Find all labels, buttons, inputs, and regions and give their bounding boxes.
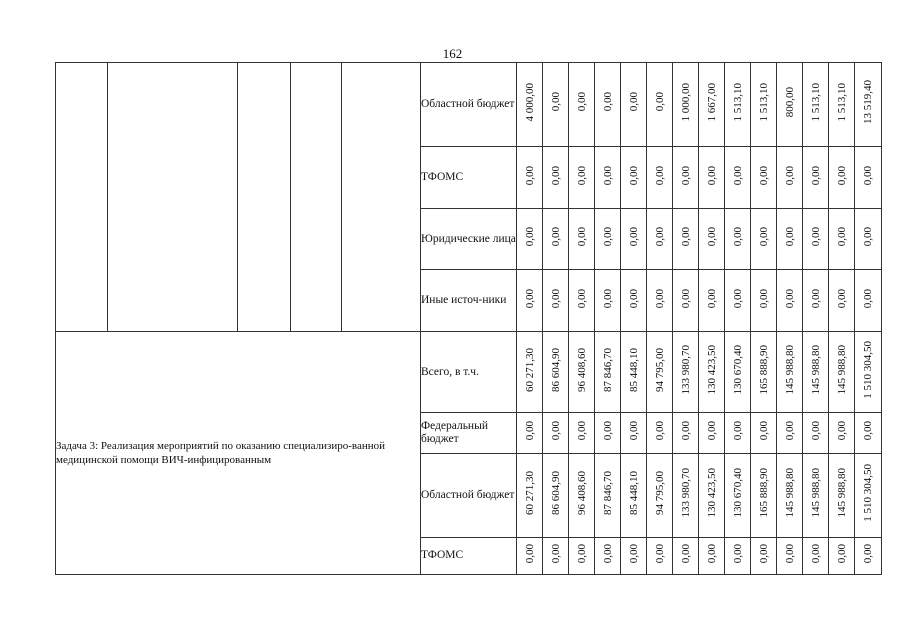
value-cell bbox=[751, 453, 777, 537]
value-text: 0,00 bbox=[523, 288, 536, 309]
value-text: 0,00 bbox=[705, 288, 718, 309]
value-text: 0,00 bbox=[627, 165, 640, 185]
value-cell bbox=[777, 332, 803, 412]
value-cell bbox=[751, 147, 777, 209]
value-text: 0,00 bbox=[679, 165, 692, 185]
value-cell bbox=[543, 537, 569, 574]
value-cell bbox=[543, 332, 569, 412]
value-cell bbox=[751, 332, 777, 412]
funding-source-label: Юридические лица bbox=[421, 209, 517, 270]
value-text: 0,00 bbox=[862, 543, 874, 564]
value-text: 0,00 bbox=[757, 288, 770, 309]
value-cell bbox=[829, 537, 855, 574]
value-cell bbox=[595, 332, 621, 412]
value-cell bbox=[803, 453, 829, 537]
value-cell bbox=[803, 209, 829, 270]
value-cell bbox=[855, 63, 882, 147]
value-text: 86 604,90 bbox=[549, 347, 562, 392]
value-cell bbox=[777, 270, 803, 332]
funding-source-label: Областной бюджет bbox=[421, 63, 517, 147]
value-text: 0,00 bbox=[627, 92, 640, 112]
value-text: 145 988,80 bbox=[809, 344, 822, 395]
value-text: 0,00 bbox=[835, 227, 848, 247]
value-cell bbox=[699, 270, 725, 332]
value-text: 0,00 bbox=[627, 288, 640, 309]
value-text: 60 271,30 bbox=[523, 470, 536, 515]
value-text: 1 000,00 bbox=[679, 82, 692, 122]
value-cell bbox=[517, 270, 543, 332]
value-text: 0,00 bbox=[757, 165, 770, 185]
value-cell bbox=[569, 147, 595, 209]
value-text: 1 513,10 bbox=[757, 82, 770, 122]
value-text: 0,00 bbox=[731, 165, 744, 185]
value-cell bbox=[725, 453, 751, 537]
funding-source-label: Областной бюджет bbox=[421, 453, 517, 537]
value-cell bbox=[621, 147, 647, 209]
value-cell bbox=[699, 63, 725, 147]
value-text: 1 513,10 bbox=[731, 82, 744, 122]
value-cell bbox=[569, 537, 595, 574]
value-cell bbox=[855, 453, 882, 537]
value-text: 0,00 bbox=[679, 288, 692, 309]
value-text: 165 888,90 bbox=[757, 344, 770, 395]
value-text: 0,00 bbox=[835, 543, 848, 564]
value-cell bbox=[777, 537, 803, 574]
value-text: 87 846,70 bbox=[601, 470, 614, 515]
value-cell bbox=[517, 537, 543, 574]
value-cell bbox=[699, 412, 725, 453]
value-cell bbox=[543, 412, 569, 453]
value-cell bbox=[647, 537, 673, 574]
value-cell bbox=[595, 270, 621, 332]
value-text: 130 670,40 bbox=[731, 468, 744, 518]
value-text: 0,00 bbox=[601, 288, 614, 309]
value-text: 0,00 bbox=[783, 288, 796, 309]
value-text: 0,00 bbox=[757, 543, 770, 564]
value-text: 0,00 bbox=[679, 420, 692, 440]
value-cell bbox=[517, 412, 543, 453]
value-text: 0,00 bbox=[653, 288, 666, 309]
value-text: 145 988,80 bbox=[809, 468, 822, 518]
value-text: 86 604,90 bbox=[549, 470, 562, 515]
value-text: 0,00 bbox=[523, 543, 536, 564]
value-text: 0,00 bbox=[575, 288, 588, 309]
value-text: 0,00 bbox=[627, 543, 640, 564]
value-cell bbox=[777, 147, 803, 209]
value-text: 0,00 bbox=[705, 165, 718, 185]
value-text: 133 980,70 bbox=[679, 468, 692, 518]
value-text: 165 888,90 bbox=[757, 468, 770, 518]
table-row bbox=[56, 332, 882, 412]
value-text: 1 513,10 bbox=[809, 82, 822, 122]
value-text: 0,00 bbox=[809, 420, 822, 440]
value-cell bbox=[543, 63, 569, 147]
value-text: 0,00 bbox=[731, 288, 744, 309]
value-cell bbox=[647, 147, 673, 209]
value-cell bbox=[751, 537, 777, 574]
value-cell bbox=[543, 453, 569, 537]
value-cell bbox=[543, 209, 569, 270]
value-cell bbox=[803, 412, 829, 453]
value-cell bbox=[621, 63, 647, 147]
value-cell bbox=[569, 453, 595, 537]
value-text: 130 670,40 bbox=[731, 344, 744, 395]
value-cell bbox=[803, 332, 829, 412]
value-text: 0,00 bbox=[653, 165, 666, 185]
value-text: 0,00 bbox=[653, 420, 666, 440]
value-cell bbox=[673, 270, 699, 332]
value-text: 0,00 bbox=[549, 227, 562, 247]
value-cell bbox=[673, 537, 699, 574]
value-cell bbox=[621, 270, 647, 332]
value-text: 0,00 bbox=[862, 288, 874, 309]
value-text: 0,00 bbox=[575, 92, 588, 112]
page-number: 162 bbox=[442, 46, 463, 61]
value-cell bbox=[543, 147, 569, 209]
value-text: 145 988,80 bbox=[783, 344, 796, 395]
table-row bbox=[56, 63, 882, 147]
value-cell bbox=[595, 537, 621, 574]
budget-table bbox=[55, 62, 882, 575]
value-cell bbox=[725, 147, 751, 209]
value-text: 0,00 bbox=[653, 227, 666, 247]
value-text: 0,00 bbox=[549, 288, 562, 309]
value-text: 0,00 bbox=[809, 543, 822, 564]
value-text: 94 795,00 bbox=[653, 347, 666, 392]
value-cell bbox=[855, 270, 882, 332]
value-text: 0,00 bbox=[862, 227, 874, 247]
value-cell bbox=[543, 270, 569, 332]
empty-cell bbox=[56, 63, 108, 332]
value-text: 0,00 bbox=[679, 227, 692, 247]
value-cell bbox=[673, 147, 699, 209]
value-cell bbox=[595, 147, 621, 209]
task-description: Задача 3: Реализация мероприятий по оказанию специализиро-ванной медицинской помощи ВИЧ-инфицированным bbox=[56, 332, 421, 575]
value-cell bbox=[569, 209, 595, 270]
value-cell bbox=[725, 270, 751, 332]
value-cell bbox=[699, 453, 725, 537]
value-cell bbox=[777, 453, 803, 537]
value-cell bbox=[829, 332, 855, 412]
value-cell bbox=[829, 209, 855, 270]
value-text: 130 423,50 bbox=[705, 468, 718, 518]
value-cell bbox=[855, 332, 882, 412]
value-cell bbox=[829, 412, 855, 453]
value-cell bbox=[725, 412, 751, 453]
value-text: 0,00 bbox=[523, 420, 536, 440]
value-cell bbox=[725, 537, 751, 574]
value-text: 96 408,60 bbox=[575, 347, 588, 392]
value-cell bbox=[595, 453, 621, 537]
value-cell bbox=[517, 453, 543, 537]
value-cell bbox=[725, 332, 751, 412]
funding-source-label: Федеральный бюджет bbox=[421, 412, 517, 453]
value-text: 4 000,00 bbox=[523, 82, 536, 122]
value-text: 0,00 bbox=[601, 227, 614, 247]
value-cell bbox=[725, 63, 751, 147]
value-cell bbox=[699, 537, 725, 574]
empty-cell bbox=[108, 63, 238, 332]
value-cell bbox=[673, 412, 699, 453]
value-cell bbox=[777, 209, 803, 270]
funding-source-label: Иные источ-ники bbox=[421, 270, 517, 332]
value-cell bbox=[647, 332, 673, 412]
value-cell bbox=[621, 453, 647, 537]
value-text: 0,00 bbox=[835, 165, 848, 185]
value-cell bbox=[621, 332, 647, 412]
value-cell bbox=[621, 412, 647, 453]
value-text: 0,00 bbox=[523, 227, 536, 247]
value-cell bbox=[647, 209, 673, 270]
value-text: 0,00 bbox=[549, 420, 562, 440]
value-text: 0,00 bbox=[575, 543, 588, 564]
value-text: 0,00 bbox=[523, 165, 536, 185]
value-cell bbox=[803, 537, 829, 574]
value-text: 0,00 bbox=[731, 420, 744, 440]
value-text: 0,00 bbox=[549, 543, 562, 564]
value-text: 145 988,80 bbox=[835, 468, 848, 518]
value-text: 0,00 bbox=[601, 543, 614, 564]
value-cell bbox=[647, 270, 673, 332]
value-text: 145 988,80 bbox=[835, 344, 848, 395]
value-cell bbox=[855, 209, 882, 270]
value-text: 0,00 bbox=[601, 420, 614, 440]
value-cell bbox=[569, 63, 595, 147]
value-cell bbox=[569, 332, 595, 412]
value-text: 0,00 bbox=[731, 227, 744, 247]
value-text: 0,00 bbox=[809, 165, 822, 185]
value-cell bbox=[595, 63, 621, 147]
value-text: 0,00 bbox=[653, 92, 666, 112]
value-cell bbox=[699, 147, 725, 209]
value-cell bbox=[829, 147, 855, 209]
value-cell bbox=[517, 332, 543, 412]
value-text: 0,00 bbox=[627, 420, 640, 440]
empty-cell bbox=[238, 63, 291, 332]
value-cell bbox=[647, 453, 673, 537]
value-text: 800,00 bbox=[783, 86, 796, 118]
value-text: 0,00 bbox=[575, 420, 588, 440]
value-text: 0,00 bbox=[757, 227, 770, 247]
value-text: 0,00 bbox=[809, 227, 822, 247]
value-text: 0,00 bbox=[601, 92, 614, 112]
value-text: 1 667,00 bbox=[705, 82, 718, 122]
value-text: 0,00 bbox=[549, 92, 562, 112]
value-cell bbox=[803, 270, 829, 332]
value-text: 60 271,30 bbox=[523, 347, 536, 392]
funding-source-label: ТФОМС bbox=[421, 537, 517, 574]
value-cell bbox=[751, 63, 777, 147]
value-cell bbox=[621, 537, 647, 574]
value-text: 85 448,10 bbox=[627, 470, 640, 515]
value-cell bbox=[595, 412, 621, 453]
funding-source-label: Всего, в т.ч. bbox=[421, 332, 517, 412]
value-text: 0,00 bbox=[601, 165, 614, 185]
value-cell bbox=[803, 63, 829, 147]
value-text: 0,00 bbox=[757, 420, 770, 440]
value-text: 0,00 bbox=[705, 227, 718, 247]
value-text: 0,00 bbox=[653, 543, 666, 564]
value-cell bbox=[647, 63, 673, 147]
value-text: 145 988,80 bbox=[783, 468, 796, 518]
value-text: 0,00 bbox=[575, 227, 588, 247]
value-cell bbox=[517, 63, 543, 147]
value-text: 0,00 bbox=[627, 227, 640, 247]
value-cell bbox=[855, 412, 882, 453]
value-cell bbox=[595, 209, 621, 270]
value-text: 13 519,40 bbox=[862, 80, 874, 125]
value-cell bbox=[855, 537, 882, 574]
value-cell bbox=[751, 209, 777, 270]
value-cell bbox=[673, 332, 699, 412]
value-text: 1 513,10 bbox=[835, 82, 848, 122]
value-text: 0,00 bbox=[809, 288, 822, 309]
value-cell bbox=[673, 209, 699, 270]
value-text: 85 448,10 bbox=[627, 347, 640, 392]
value-cell bbox=[829, 63, 855, 147]
value-text: 94 795,00 bbox=[653, 470, 666, 515]
value-text: 87 846,70 bbox=[601, 347, 614, 392]
value-text: 0,00 bbox=[783, 543, 796, 564]
value-cell bbox=[725, 209, 751, 270]
value-text: 0,00 bbox=[705, 543, 718, 564]
value-cell bbox=[699, 209, 725, 270]
value-text: 130 423,50 bbox=[705, 344, 718, 395]
value-cell bbox=[803, 147, 829, 209]
value-text: 133 980,70 bbox=[679, 344, 692, 395]
value-cell bbox=[829, 270, 855, 332]
empty-cell bbox=[342, 63, 421, 332]
value-text: 96 408,60 bbox=[575, 470, 588, 515]
value-cell bbox=[855, 147, 882, 209]
value-text: 0,00 bbox=[835, 288, 848, 309]
value-cell bbox=[621, 209, 647, 270]
value-text: 0,00 bbox=[575, 165, 588, 185]
value-text: 0,00 bbox=[783, 165, 796, 185]
value-cell bbox=[673, 63, 699, 147]
value-text: 0,00 bbox=[549, 165, 562, 185]
value-cell bbox=[699, 332, 725, 412]
funding-source-label: ТФОМС bbox=[421, 147, 517, 209]
value-cell bbox=[751, 270, 777, 332]
value-text: 0,00 bbox=[783, 227, 796, 247]
value-cell bbox=[647, 412, 673, 453]
value-text: 0,00 bbox=[835, 420, 848, 440]
value-text: 1 510 304,50 bbox=[862, 340, 874, 399]
value-cell bbox=[829, 453, 855, 537]
value-text: 0,00 bbox=[731, 543, 744, 564]
value-cell bbox=[517, 209, 543, 270]
value-text: 0,00 bbox=[862, 420, 874, 440]
value-text: 0,00 bbox=[862, 165, 874, 185]
value-cell bbox=[673, 453, 699, 537]
value-cell bbox=[777, 412, 803, 453]
value-cell bbox=[517, 147, 543, 209]
value-text: 1 510 304,50 bbox=[862, 463, 874, 522]
value-cell bbox=[569, 412, 595, 453]
value-cell bbox=[751, 412, 777, 453]
empty-cell bbox=[291, 63, 342, 332]
value-text: 0,00 bbox=[783, 420, 796, 440]
value-text: 0,00 bbox=[679, 543, 692, 564]
value-text: 0,00 bbox=[705, 420, 718, 440]
value-cell bbox=[569, 270, 595, 332]
value-cell bbox=[777, 63, 803, 147]
